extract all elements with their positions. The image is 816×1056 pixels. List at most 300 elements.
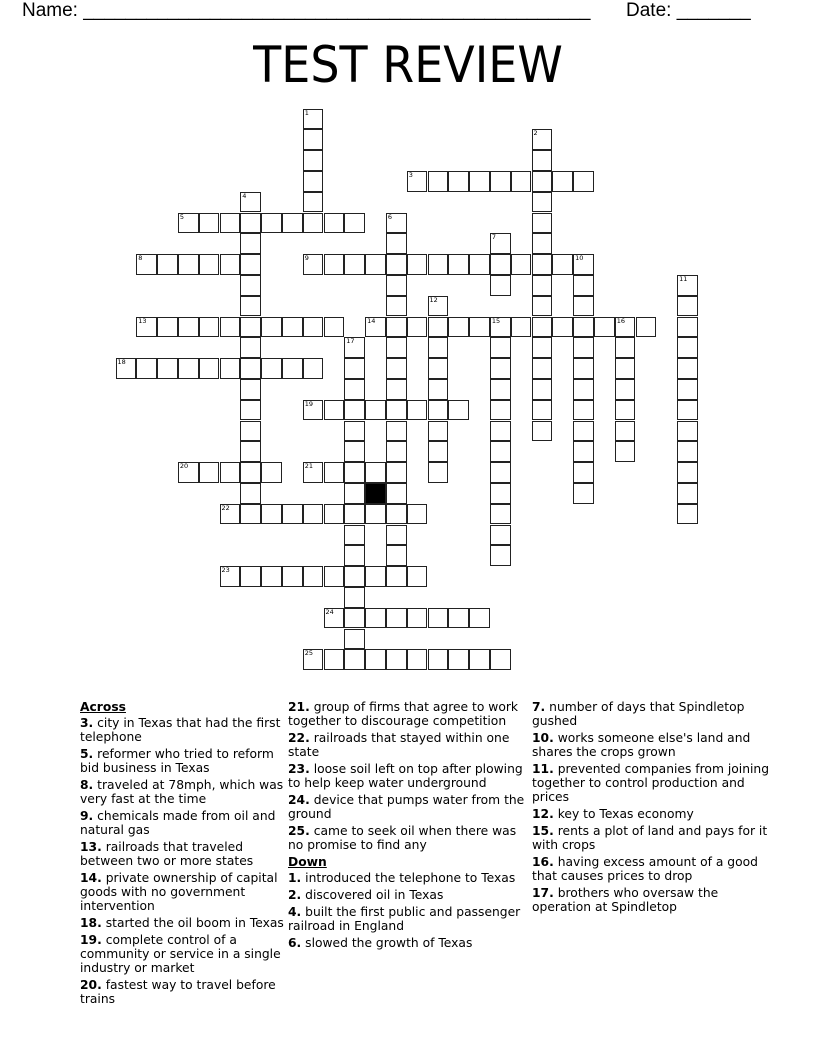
grid-cell[interactable] (344, 400, 365, 421)
clue-text: discovered oil in Texas (305, 888, 444, 902)
grid-cell[interactable] (386, 441, 407, 462)
grid-cell[interactable] (532, 337, 553, 358)
clue-number: 13. (80, 840, 102, 854)
grid-cell[interactable] (261, 462, 282, 483)
grid-cell[interactable] (240, 192, 261, 213)
grid-cell[interactable] (282, 317, 303, 338)
grid-cell[interactable] (428, 421, 449, 442)
clue-number: 2. (288, 888, 302, 902)
clue-number: 24. (288, 793, 310, 807)
grid-cell[interactable] (303, 129, 324, 150)
grid-cell[interactable] (199, 213, 220, 234)
grid-cell[interactable] (386, 337, 407, 358)
grid-cell[interactable] (677, 296, 698, 317)
grid-cell[interactable] (615, 358, 636, 379)
grid-cell[interactable] (157, 254, 178, 275)
grid-cell[interactable] (677, 337, 698, 358)
cell-number: 3 (408, 170, 413, 179)
clue-item (80, 871, 285, 913)
grid-cell[interactable] (240, 462, 261, 483)
clue-text: traveled at 78mph, which was very fast at the time (80, 778, 284, 806)
grid-cell[interactable] (199, 462, 220, 483)
grid-cell[interactable] (677, 462, 698, 483)
clue-item (80, 778, 285, 806)
clue-number: 23. (288, 762, 310, 776)
grid-cell[interactable] (407, 171, 428, 192)
clue-item (532, 807, 772, 821)
grid-cell[interactable] (428, 441, 449, 462)
grid-cell[interactable] (573, 337, 594, 358)
crossword-grid (116, 109, 716, 679)
grid-cell[interactable] (303, 566, 324, 587)
grid-cell[interactable] (240, 213, 261, 234)
grid-cell[interactable] (324, 317, 345, 338)
grid-cell[interactable] (615, 337, 636, 358)
grid-cell[interactable] (303, 192, 324, 213)
grid-cell[interactable] (386, 233, 407, 254)
cell-number: 19 (304, 399, 313, 408)
grid-cell[interactable] (220, 462, 241, 483)
clue-number: 9. (80, 809, 94, 823)
down-list-b (532, 700, 772, 914)
grid-cell[interactable] (344, 649, 365, 670)
grid-cell[interactable] (386, 400, 407, 421)
grid-cell[interactable] (552, 171, 573, 192)
grid-cell[interactable] (386, 296, 407, 317)
grid-cell[interactable] (573, 317, 594, 338)
grid-cell[interactable] (365, 462, 386, 483)
grid-cell[interactable] (386, 317, 407, 338)
grid-cell[interactable] (344, 587, 365, 608)
grid-cell[interactable] (365, 317, 386, 338)
grid-cell[interactable] (344, 483, 365, 504)
grid-cell[interactable] (386, 462, 407, 483)
grid-cell[interactable] (677, 504, 698, 525)
grid-cell[interactable] (407, 649, 428, 670)
grid-cell[interactable] (573, 379, 594, 400)
grid-cell[interactable] (532, 358, 553, 379)
grid-cell[interactable] (303, 649, 324, 670)
grid-cell[interactable] (240, 275, 261, 296)
grid-cell[interactable] (677, 421, 698, 442)
grid-cell[interactable] (532, 150, 553, 171)
down-heading: Down (288, 855, 327, 869)
clue-number: 4. (288, 905, 302, 919)
grid-cell[interactable] (532, 379, 553, 400)
clue-number: 6. (288, 936, 302, 950)
grid-cell[interactable] (532, 192, 553, 213)
grid-cell[interactable] (677, 317, 698, 338)
grid-cell[interactable] (407, 400, 428, 421)
grid-cell[interactable] (344, 213, 365, 234)
clue-text: group of firms that agree to work together to discourage competition (288, 700, 519, 728)
grid-cell[interactable] (344, 566, 365, 587)
grid-cell[interactable] (240, 483, 261, 504)
grid-cell[interactable] (677, 400, 698, 421)
grid-cell[interactable] (261, 317, 282, 338)
clues-column-1 (80, 700, 285, 1009)
grid-cell[interactable] (428, 379, 449, 400)
grid-cell[interactable] (532, 400, 553, 421)
grid-cell[interactable] (240, 337, 261, 358)
grid-cell[interactable] (344, 504, 365, 525)
cell-number: 8 (138, 254, 143, 263)
grid-cell[interactable] (490, 649, 511, 670)
grid-cell[interactable] (386, 545, 407, 566)
grid-cell[interactable] (469, 649, 490, 670)
grid-cell[interactable] (199, 358, 220, 379)
grid-cell[interactable] (344, 545, 365, 566)
grid-cell[interactable] (490, 400, 511, 421)
clue-text: came to seek oil when there was no promise to find any (288, 824, 517, 852)
clue-number: 12. (532, 807, 554, 821)
grid-cell[interactable] (199, 317, 220, 338)
grid-cell[interactable] (324, 462, 345, 483)
grid-cell[interactable] (303, 171, 324, 192)
grid-cell[interactable] (220, 317, 241, 338)
grid-cell[interactable] (428, 649, 449, 670)
clue-item (80, 747, 285, 775)
grid-cell[interactable] (344, 608, 365, 629)
grid-cell[interactable] (532, 254, 553, 275)
grid-cell[interactable] (220, 566, 241, 587)
grid-cell[interactable] (344, 421, 365, 442)
grid-cell[interactable] (490, 275, 511, 296)
cell-number: 1 (304, 108, 309, 117)
grid-cell[interactable] (615, 400, 636, 421)
grid-cell[interactable] (677, 379, 698, 400)
grid-cell[interactable] (490, 525, 511, 546)
clue-item (532, 731, 772, 759)
grid-cell[interactable] (428, 358, 449, 379)
grid-cell[interactable] (636, 317, 657, 338)
grid-cell[interactable] (469, 317, 490, 338)
grid-cell[interactable] (240, 379, 261, 400)
grid-cell[interactable] (386, 358, 407, 379)
grid-cell[interactable] (303, 213, 324, 234)
clue-item (288, 888, 528, 902)
grid-cell[interactable] (220, 358, 241, 379)
grid-cell[interactable] (490, 171, 511, 192)
clue-text: prevented companies from joining together to control production and prices (532, 762, 769, 804)
grid-cell[interactable] (282, 358, 303, 379)
grid-cell[interactable] (677, 483, 698, 504)
cell-number: 25 (304, 649, 313, 658)
grid-cell[interactable] (511, 254, 532, 275)
grid-cell[interactable] (573, 296, 594, 317)
grid-cell[interactable] (240, 358, 261, 379)
grid-cell[interactable] (511, 317, 532, 338)
down-list-a (288, 871, 528, 950)
grid-cell[interactable] (490, 504, 511, 525)
grid-cell[interactable] (407, 566, 428, 587)
grid-cell[interactable] (303, 254, 324, 275)
grid-cell[interactable] (199, 254, 220, 275)
grid-cell[interactable] (490, 358, 511, 379)
across-list-b (288, 700, 528, 852)
grid-cell[interactable] (240, 254, 261, 275)
clue-text: works someone else's land and shares the crops grown (532, 731, 751, 759)
grid-cell[interactable] (261, 504, 282, 525)
grid-cell[interactable] (407, 254, 428, 275)
grid-cell[interactable] (407, 608, 428, 629)
clue-item (80, 916, 285, 930)
grid-cell[interactable] (677, 275, 698, 296)
clue-item (532, 886, 772, 914)
grid-cell[interactable] (469, 608, 490, 629)
grid-cell[interactable] (573, 462, 594, 483)
clue-number: 17. (532, 886, 554, 900)
grid-cell[interactable] (365, 608, 386, 629)
grid-cell[interactable] (220, 254, 241, 275)
grid-cell[interactable] (615, 379, 636, 400)
grid-cell[interactable] (240, 317, 261, 338)
grid-cell[interactable] (573, 171, 594, 192)
grid-cell[interactable] (344, 629, 365, 650)
clue-item (80, 933, 285, 975)
grid-cell[interactable] (532, 129, 553, 150)
grid-cell[interactable] (303, 504, 324, 525)
grid-cell[interactable] (261, 213, 282, 234)
grid-cell[interactable] (428, 608, 449, 629)
grid-cell[interactable] (386, 504, 407, 525)
grid-cell[interactable] (532, 275, 553, 296)
grid-cell[interactable] (344, 379, 365, 400)
grid-cell[interactable] (324, 649, 345, 670)
clue-number: 21. (288, 700, 310, 714)
grid-cell[interactable] (240, 296, 261, 317)
grid-cell[interactable] (615, 317, 636, 338)
grid-cell[interactable] (677, 358, 698, 379)
grid-cell[interactable] (344, 525, 365, 546)
grid-cell[interactable] (303, 109, 324, 130)
grid-cell[interactable] (240, 566, 261, 587)
clue-text: slowed the growth of Texas (305, 936, 473, 950)
grid-cell[interactable] (240, 233, 261, 254)
grid-cell[interactable] (240, 504, 261, 525)
clue-number: 19. (80, 933, 102, 947)
page-title: TEST REVIEW (253, 36, 563, 94)
grid-cell[interactable] (573, 441, 594, 462)
grid-cell[interactable] (532, 317, 553, 338)
clue-text: brothers who oversaw the operation at Spindletop (532, 886, 719, 914)
clue-number: 1. (288, 871, 302, 885)
grid-cell[interactable] (282, 566, 303, 587)
grid-cell[interactable] (303, 317, 324, 338)
grid-cell[interactable] (386, 275, 407, 296)
grid-cell[interactable] (303, 358, 324, 379)
grid-cell[interactable] (136, 358, 157, 379)
clue-item (288, 731, 528, 759)
grid-cell[interactable] (261, 358, 282, 379)
grid-cell[interactable] (448, 317, 469, 338)
grid-cell[interactable] (386, 254, 407, 275)
grid-cell[interactable] (178, 317, 199, 338)
clue-number: 11. (532, 762, 554, 776)
grid-cell[interactable] (573, 400, 594, 421)
grid-cell[interactable] (344, 441, 365, 462)
grid-cell[interactable] (240, 421, 261, 442)
cell-number: 15 (491, 316, 501, 325)
clue-number: 7. (532, 700, 546, 714)
grid-cell[interactable] (448, 171, 469, 192)
grid-cell[interactable] (552, 254, 573, 275)
across-list-a (80, 716, 285, 1006)
grid-cell[interactable] (136, 317, 157, 338)
grid-cell[interactable] (615, 441, 636, 462)
grid-cell[interactable] (573, 358, 594, 379)
grid-cell[interactable] (490, 421, 511, 442)
grid-cell[interactable] (448, 608, 469, 629)
grid-cell[interactable] (178, 358, 199, 379)
clue-item (80, 978, 285, 1006)
clue-text: number of days that Spindletop gushed (532, 700, 745, 728)
clue-text: built the first public and passenger railroad in England (288, 905, 521, 933)
grid-cell[interactable] (386, 421, 407, 442)
clue-item (80, 840, 285, 868)
grid-cell[interactable] (303, 150, 324, 171)
grid-cell[interactable] (157, 358, 178, 379)
grid-cell[interactable] (157, 317, 178, 338)
grid-cell[interactable] (365, 400, 386, 421)
cell-number: 2 (533, 129, 538, 138)
black-cell (365, 483, 386, 504)
grid-cell[interactable] (261, 566, 282, 587)
grid-cell[interactable] (615, 421, 636, 442)
grid-cell[interactable] (490, 483, 511, 504)
grid-cell[interactable] (532, 171, 553, 192)
grid-cell[interactable] (532, 233, 553, 254)
grid-cell[interactable] (490, 317, 511, 338)
clue-item (288, 762, 528, 790)
grid-cell[interactable] (116, 358, 137, 379)
grid-cell[interactable] (490, 337, 511, 358)
clue-text: city in Texas that had the first telephone (80, 716, 281, 744)
grid-cell[interactable] (573, 421, 594, 442)
grid-cell[interactable] (324, 566, 345, 587)
grid-cell[interactable] (428, 337, 449, 358)
clue-number: 8. (80, 778, 94, 792)
grid-cell[interactable] (490, 441, 511, 462)
grid-cell[interactable] (365, 254, 386, 275)
grid-cell[interactable] (344, 337, 365, 358)
grid-cell[interactable] (386, 379, 407, 400)
grid-cell[interactable] (386, 566, 407, 587)
grid-cell[interactable] (365, 504, 386, 525)
grid-cell[interactable] (282, 213, 303, 234)
grid-cell[interactable] (240, 400, 261, 421)
grid-cell[interactable] (407, 317, 428, 338)
grid-cell[interactable] (490, 462, 511, 483)
grid-cell[interactable] (324, 608, 345, 629)
grid-cell[interactable] (490, 379, 511, 400)
clue-item (288, 871, 528, 885)
grid-cell[interactable] (428, 317, 449, 338)
clue-item (532, 824, 772, 852)
grid-cell[interactable] (448, 649, 469, 670)
grid-cell[interactable] (303, 462, 324, 483)
grid-cell[interactable] (324, 254, 345, 275)
clue-number: 25. (288, 824, 310, 838)
grid-cell[interactable] (324, 504, 345, 525)
grid-cell[interactable] (428, 400, 449, 421)
grid-cell[interactable] (324, 213, 345, 234)
grid-cell[interactable] (407, 504, 428, 525)
clues-column-3 (532, 700, 772, 917)
grid-cell[interactable] (448, 254, 469, 275)
cell-number: 24 (325, 607, 334, 616)
grid-cell[interactable] (573, 275, 594, 296)
grid-cell[interactable] (386, 649, 407, 670)
grid-cell[interactable] (428, 462, 449, 483)
grid-cell[interactable] (428, 171, 449, 192)
grid-cell[interactable] (532, 213, 553, 234)
grid-cell[interactable] (490, 254, 511, 275)
grid-cell[interactable] (240, 441, 261, 462)
grid-cell[interactable] (344, 358, 365, 379)
cell-number: 4 (242, 191, 247, 200)
grid-cell[interactable] (511, 171, 532, 192)
grid-cell[interactable] (490, 233, 511, 254)
grid-cell[interactable] (344, 254, 365, 275)
grid-cell[interactable] (448, 400, 469, 421)
grid-cell[interactable] (178, 213, 199, 234)
grid-cell[interactable] (220, 213, 241, 234)
clue-item (80, 716, 285, 744)
grid-cell[interactable] (386, 608, 407, 629)
grid-cell[interactable] (573, 254, 594, 275)
grid-cell[interactable] (282, 504, 303, 525)
grid-cell[interactable] (178, 462, 199, 483)
grid-cell[interactable] (573, 483, 594, 504)
clue-number: 15. (532, 824, 554, 838)
clue-text: key to Texas economy (557, 807, 694, 821)
cell-number: 6 (387, 212, 393, 221)
grid-cell[interactable] (490, 545, 511, 566)
grid-cell[interactable] (386, 525, 407, 546)
grid-cell[interactable] (677, 441, 698, 462)
clue-number: 20. (80, 978, 102, 992)
clue-item (532, 855, 772, 883)
grid-cell[interactable] (344, 462, 365, 483)
grid-cell[interactable] (532, 421, 553, 442)
grid-cell[interactable] (178, 254, 199, 275)
cell-number: 17 (346, 337, 355, 346)
grid-cell[interactable] (428, 254, 449, 275)
grid-cell[interactable] (220, 504, 241, 525)
clue-text: reformer who tried to reform bid business in Texas (80, 747, 274, 775)
grid-cell[interactable] (365, 566, 386, 587)
cell-number: 22 (221, 503, 230, 512)
clue-item (80, 809, 285, 837)
clue-item (288, 793, 528, 821)
clue-text: chemicals made from oil and natural gas (80, 809, 276, 837)
cell-number: 14 (367, 316, 376, 325)
grid-cell[interactable] (469, 254, 490, 275)
grid-cell[interactable] (386, 213, 407, 234)
grid-cell[interactable] (136, 254, 157, 275)
grid-cell[interactable] (365, 649, 386, 670)
clue-number: 22. (288, 731, 310, 745)
grid-cell[interactable] (552, 317, 573, 338)
grid-cell[interactable] (469, 171, 490, 192)
grid-cell[interactable] (594, 317, 615, 338)
grid-cell[interactable] (324, 400, 345, 421)
grid-cell[interactable] (532, 296, 553, 317)
grid-cell[interactable] (428, 296, 449, 317)
grid-cell[interactable] (303, 400, 324, 421)
grid-cell[interactable] (386, 483, 407, 504)
